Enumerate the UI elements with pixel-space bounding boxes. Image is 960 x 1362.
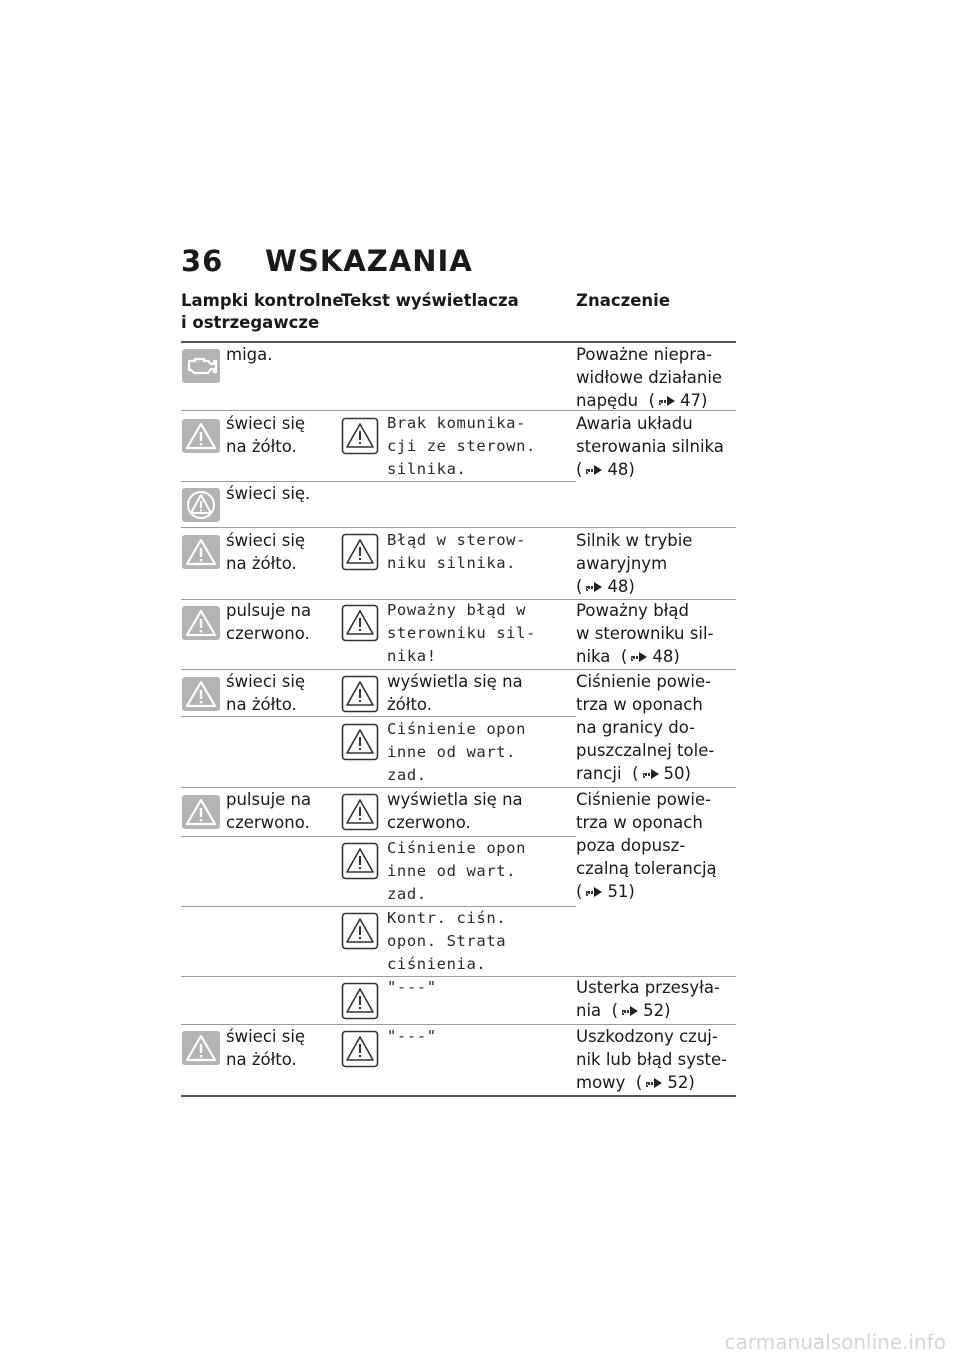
- display-message-line: zad.: [387, 885, 427, 903]
- lamp-state: [226, 788, 311, 834]
- display-description-line: wyświetla się na: [387, 790, 523, 809]
- display-description: [387, 788, 523, 834]
- display-message: [387, 718, 526, 787]
- display-message: [387, 976, 437, 999]
- warning-triangle-icon: [182, 795, 220, 829]
- column-header-meaning: Znaczenie: [576, 291, 671, 310]
- meaning-line: sterowania silnika: [576, 437, 724, 456]
- warning-triangle-icon: [182, 677, 220, 711]
- column-header-lamps-line: Lampki kontrolne: [181, 291, 344, 310]
- meaning-line: czalną tolerancją: [576, 859, 717, 878]
- column-header-display: Tekst wyświetlacza: [341, 291, 519, 310]
- display-message-line: cji ze sterown.: [387, 437, 536, 455]
- reference-page: 51): [607, 882, 635, 901]
- display-warning-triangle-icon: [341, 1030, 379, 1068]
- page-reference[interactable]: mowy ( 52): [576, 1073, 695, 1092]
- display-warning-triangle-icon: [341, 675, 379, 713]
- page-reference[interactable]: napędu ( 47): [576, 391, 708, 410]
- meaning-text: [576, 412, 724, 481]
- warning-triangle-icon: [182, 606, 220, 640]
- lamp-state-line: na żółto.: [226, 554, 297, 573]
- page-header: [181, 244, 473, 278]
- warning-triangle-circle-icon: [182, 488, 220, 522]
- lamp-state: [226, 599, 311, 645]
- table-bottom-rule: [181, 1095, 736, 1097]
- meaning-line: Poważne niepra-: [576, 345, 713, 364]
- meaning-line: Silnik w trybie: [576, 531, 693, 550]
- display-message-line: sterowniku sil-: [387, 624, 536, 642]
- display-message-line: Ciśnienie opon: [387, 839, 527, 857]
- reference-arrow-icon: [622, 1006, 638, 1017]
- meaning-line: Ciśnienie powie-: [576, 790, 712, 809]
- meaning-line: trza w oponach: [576, 695, 703, 714]
- lamp-state-line: świeci się.: [226, 484, 311, 503]
- display-description-line: żółto.: [387, 695, 432, 714]
- display-message-line: Kontr. ciśn.: [387, 909, 507, 927]
- meaning-line: puszczalnej tole-: [576, 741, 715, 760]
- lamp-state: [226, 1025, 305, 1071]
- display-message-line: Poważny błąd w: [387, 601, 527, 619]
- display-message-line: inne od wart.: [387, 862, 517, 880]
- reference-prefix: (: [576, 460, 583, 479]
- display-description-line: czerwono.: [387, 813, 471, 832]
- display-message-line: "---": [387, 1027, 437, 1045]
- meaning-line: awaryjnym: [576, 554, 668, 573]
- display-message: [387, 837, 526, 906]
- display-description: [387, 670, 523, 716]
- lamp-state: [226, 670, 305, 716]
- lamp-state-line: świeci się: [226, 1027, 306, 1046]
- reference-arrow-icon: [586, 582, 602, 593]
- lamp-state-line: czerwono.: [226, 813, 310, 832]
- reference-prefix: (: [576, 882, 583, 901]
- row-divider: [181, 906, 576, 907]
- warning-triangle-icon: [182, 535, 220, 569]
- row-divider: [181, 716, 576, 717]
- meaning-text: [576, 976, 720, 1022]
- display-message: [387, 599, 536, 668]
- lamp-state-line: pulsuje na: [226, 601, 312, 620]
- meaning-line: Usterka przesyła-: [576, 978, 720, 997]
- reference-page: 52): [667, 1073, 695, 1092]
- page-reference[interactable]: rancji ( 50): [576, 764, 691, 783]
- display-message-line: Ciśnienie opon: [387, 720, 527, 738]
- meaning-text: [576, 599, 713, 668]
- display-warning-triangle-icon: [341, 793, 379, 831]
- lamp-state: [226, 529, 305, 575]
- lamp-state: [226, 412, 305, 458]
- lamp-state: [226, 343, 273, 366]
- lamp-state-line: na żółto.: [226, 437, 297, 456]
- display-message-line: Błąd w sterow-: [387, 531, 527, 549]
- display-warning-triangle-icon: [341, 604, 379, 642]
- page-reference[interactable]: [576, 882, 635, 901]
- reference-page: 48): [607, 460, 635, 479]
- meaning-text: [576, 1025, 727, 1094]
- meaning-line: poza dopusz-: [576, 836, 686, 855]
- reference-prefix: (: [576, 577, 583, 596]
- reference-arrow-icon: [586, 465, 602, 476]
- display-message-line: opon. Strata: [387, 932, 507, 950]
- lamp-state-line: pulsuje na: [226, 790, 312, 809]
- reference-page: 48): [607, 577, 635, 596]
- meaning-line: trza w oponach: [576, 813, 703, 832]
- meaning-line: nik lub błąd syste-: [576, 1050, 728, 1069]
- watermark: carmanualsonline.info: [724, 1330, 946, 1354]
- warning-triangle-icon: [182, 419, 220, 453]
- display-message-line: inne od wart.: [387, 743, 517, 761]
- meaning-text: [576, 670, 714, 785]
- display-message-line: ciśnienia.: [387, 955, 487, 973]
- display-warning-triangle-icon: [341, 417, 379, 455]
- meaning-line: w sterowniku sil-: [576, 624, 714, 643]
- page-reference[interactable]: nika ( 48): [576, 647, 680, 666]
- reference-prefix: nia: [576, 1001, 602, 1020]
- meaning-line: Poważny błąd: [576, 601, 689, 620]
- reference-arrow-icon: [643, 769, 659, 780]
- display-warning-triangle-icon: [341, 982, 379, 1020]
- reference-prefix: mowy: [576, 1073, 626, 1092]
- display-description-line: wyświetla się na: [387, 672, 523, 691]
- display-warning-triangle-icon: [341, 842, 379, 880]
- display-message: [387, 412, 536, 481]
- row-divider: [181, 410, 736, 411]
- display-message-line: silnika.: [387, 460, 467, 478]
- display-warning-triangle-icon: [341, 912, 379, 950]
- lamp-state-line: na żółto.: [226, 1050, 297, 1069]
- row-divider: [181, 527, 736, 528]
- column-header-lamps-line: i ostrzegawcze: [181, 313, 320, 332]
- lamp-state: [226, 482, 310, 505]
- display-message-line: zad.: [387, 766, 427, 784]
- reference-prefix: rancji: [576, 764, 622, 783]
- display-warning-triangle-icon: [341, 723, 379, 761]
- meaning-text: [576, 343, 722, 412]
- reference-prefix: nika: [576, 647, 611, 666]
- page-reference[interactable]: nia ( 52): [576, 1001, 671, 1020]
- column-header-lamps: [181, 290, 344, 334]
- reference-page: 50): [663, 764, 691, 783]
- page-reference[interactable]: [576, 460, 635, 479]
- lamp-state-line: świeci się: [226, 672, 306, 691]
- reference-page: 47): [680, 391, 708, 410]
- meaning-text: [576, 529, 692, 598]
- display-message-line: nika!: [387, 647, 437, 665]
- display-message: [387, 1025, 437, 1048]
- reference-arrow-icon: [646, 1078, 662, 1089]
- display-message: [387, 529, 526, 575]
- reference-page: 48): [652, 647, 680, 666]
- meaning-line: widłowe działanie: [576, 368, 723, 387]
- engine-warning-icon: [182, 349, 220, 383]
- reference-page: 52): [643, 1001, 671, 1020]
- meaning-line: Ciśnienie powie-: [576, 672, 712, 691]
- section-title: WSKAZANIA: [265, 244, 473, 278]
- lamp-state-line: świeci się: [226, 531, 306, 550]
- reference-arrow-icon: [586, 887, 602, 898]
- lamp-state-line: miga.: [226, 345, 273, 364]
- display-warning-triangle-icon: [341, 533, 379, 571]
- meaning-text: [576, 788, 717, 903]
- lamp-state-line: na żółto.: [226, 695, 297, 714]
- lamp-state-line: czerwono.: [226, 624, 310, 643]
- reference-arrow-icon: [631, 652, 647, 663]
- reference-arrow-icon: [659, 396, 675, 407]
- page-reference[interactable]: [576, 577, 635, 596]
- reference-prefix: napędu: [576, 391, 639, 410]
- lamp-state-line: świeci się: [226, 414, 306, 433]
- page-number: 36: [181, 244, 224, 278]
- meaning-line: Awaria układu: [576, 414, 693, 433]
- display-message: [387, 907, 506, 976]
- display-message-line: "---": [387, 978, 437, 996]
- display-message-line: Brak komunika-: [387, 414, 527, 432]
- meaning-line: na granicy do-: [576, 718, 696, 737]
- warning-triangle-icon: [182, 1031, 220, 1065]
- meaning-line: Uszkodzony czuj-: [576, 1027, 718, 1046]
- display-message-line: niku silnika.: [387, 554, 517, 572]
